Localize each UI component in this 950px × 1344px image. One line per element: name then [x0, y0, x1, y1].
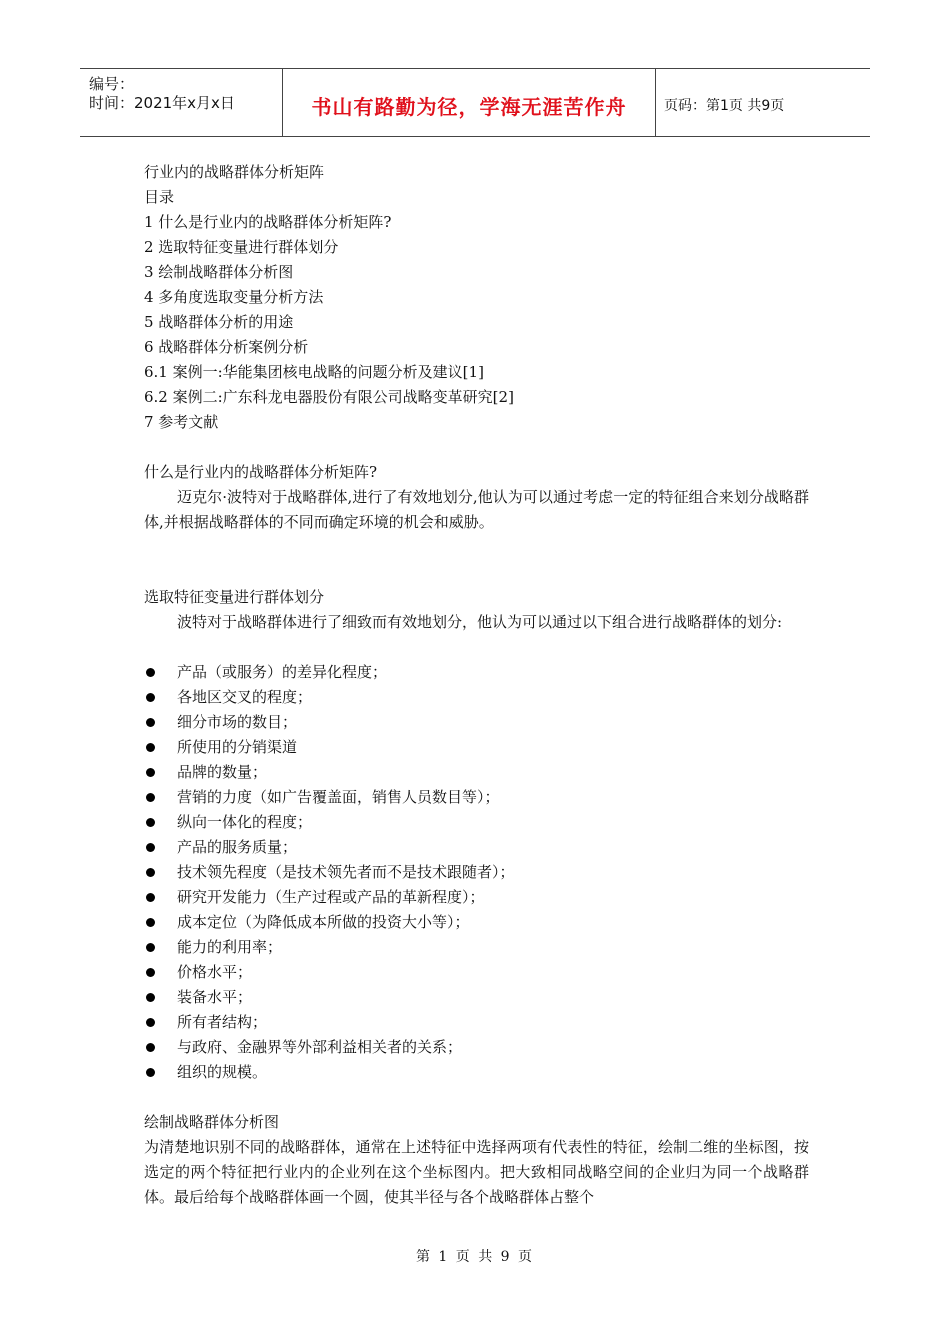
header-motto: 书山有路勤为径，学海无涯苦作舟: [311, 95, 627, 119]
bullet-dot-icon: [146, 1043, 155, 1052]
bullet-item: 能力的利用率；: [144, 935, 809, 960]
toc-item: 6.2 案例二:广东科龙电器股份有限公司战略变革研究[2]: [144, 388, 514, 406]
toc-item: 6 战略群体分析案例分析: [144, 338, 309, 356]
document-body: [144, 160, 809, 1210]
section-heading: 什么是行业内的战略群体分析矩阵?: [144, 463, 378, 481]
toc-item: 1 什么是行业内的战略群体分析矩阵?: [144, 213, 392, 231]
feature-bullet-list: [144, 660, 809, 1085]
bullet-item: 细分市场的数目；: [144, 710, 809, 735]
header-info-cell: [80, 69, 282, 136]
header-page-cell: [655, 69, 870, 136]
toc-item: 3 绘制战略群体分析图: [144, 263, 294, 281]
bullet-dot-icon: [146, 793, 155, 802]
bullet-dot-icon: [146, 868, 155, 877]
section-heading: 选取特征变量进行群体划分: [144, 588, 325, 606]
document-number-label: 编号：: [89, 75, 135, 93]
bullet-dot-icon: [146, 818, 155, 827]
section-paragraph: 为清楚地识别不同的战略群体，通常在上述特征中选择两项有代表性的特征，绘制二维的坐标图，按选定的两个特征把行业内的企业列在这个坐标图内。把大致相同战略空间的企业归为同一个战略群体。最后给每个战略群体画一个圆，使其半径与各个战略群体占整个: [144, 1138, 809, 1206]
bullet-dot-icon: [146, 993, 155, 1002]
bullet-item: 产品（或服务）的差异化程度；: [144, 660, 809, 685]
bullet-item: 所使用的分销渠道: [144, 735, 809, 760]
bullet-item: 价格水平；: [144, 960, 809, 985]
bullet-dot-icon: [146, 918, 155, 927]
bullet-item: 各地区交叉的程度；: [144, 685, 809, 710]
bullet-item: 装备水平；: [144, 985, 809, 1010]
header-page-label: 页码：第1页 共9页: [664, 98, 785, 114]
bullet-item: 产品的服务质量；: [144, 835, 809, 860]
bullet-dot-icon: [146, 718, 155, 727]
header-motto-cell: [282, 69, 656, 136]
bullet-item: 成本定位（为降低成本所做的投资大小等）；: [144, 910, 809, 935]
bullet-item: 品牌的数量；: [144, 760, 809, 785]
bullet-item: 组织的规模。: [144, 1060, 809, 1085]
bullet-item: 与政府、金融界等外部利益相关者的关系；: [144, 1035, 809, 1060]
bullet-dot-icon: [146, 1018, 155, 1027]
document-header: [80, 68, 870, 137]
toc-item: 5 战略群体分析的用途: [144, 313, 294, 331]
bullet-dot-icon: [146, 768, 155, 777]
document-time-label: 时间：2021年x月x日: [89, 94, 235, 112]
bullet-item: 技术领先程度（是技术领先者而不是技术跟随者）；: [144, 860, 809, 885]
bullet-dot-icon: [146, 893, 155, 902]
toc-item: 4 多角度选取变量分析方法: [144, 288, 324, 306]
toc-item: 2 选取特征变量进行群体划分: [144, 238, 339, 256]
section-heading: 绘制战略群体分析图: [144, 1113, 280, 1131]
toc-item: 7 参考文献: [144, 413, 219, 431]
toc-item: 6.1 案例一:华能集团核电战略的问题分析及建议[1]: [144, 363, 484, 381]
bullet-dot-icon: [146, 1068, 155, 1077]
document-title: 行业内的战略群体分析矩阵: [144, 163, 325, 181]
toc-heading: 目录: [144, 188, 175, 206]
bullet-dot-icon: [146, 968, 155, 977]
table-of-contents: [144, 210, 809, 435]
bullet-dot-icon: [146, 668, 155, 677]
section-paragraph: 波特对于战略群体进行了细致而有效地划分，他认为可以通过以下组合进行战略群体的划分:: [177, 613, 783, 631]
bullet-dot-icon: [146, 943, 155, 952]
bullet-item: 纵向一体化的程度；: [144, 810, 809, 835]
bullet-item: 研究开发能力（生产过程或产品的革新程度）；: [144, 885, 809, 910]
bullet-dot-icon: [146, 843, 155, 852]
bullet-item: 营销的力度（如广告覆盖面，销售人员数目等）；: [144, 785, 809, 810]
bullet-dot-icon: [146, 693, 155, 702]
section-paragraph: 迈克尔·波特对于战略群体,进行了有效地划分,他认为可以通过考虑一定的特征组合来划分战略群体,并根据战略群体的不同而确定环境的机会和威胁。: [144, 488, 809, 531]
bullet-dot-icon: [146, 743, 155, 752]
page-footer: 第 1 页 共 9 页: [415, 1249, 535, 1265]
bullet-item: 所有者结构；: [144, 1010, 809, 1035]
